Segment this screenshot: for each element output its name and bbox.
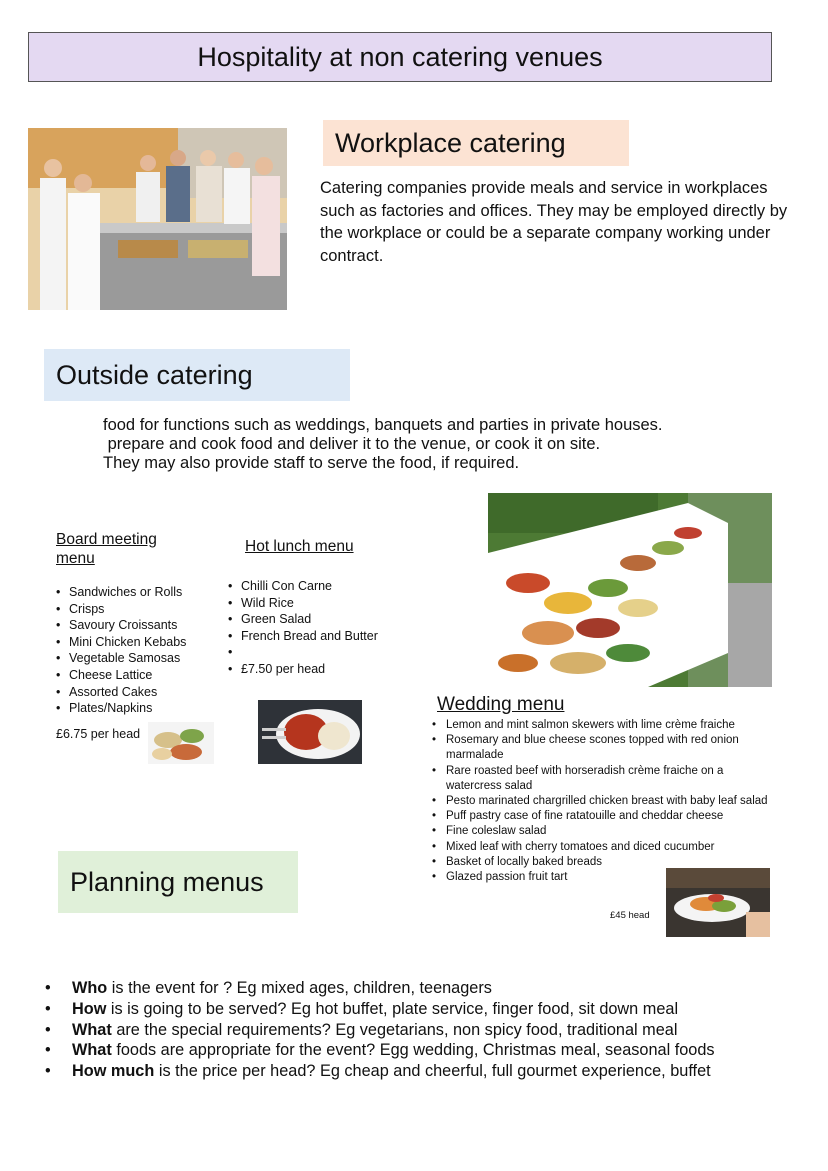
- workplace-catering-text: Catering companies provide meals and service in workplaces such as factories and offices. They may be employed directly by the workplace or could be a separate company working under contract.: [320, 179, 788, 265]
- planning-item-keyword: How: [72, 999, 107, 1018]
- buffet-photo: [488, 493, 772, 687]
- list-item: • Sandwiches or Rolls: [56, 584, 236, 601]
- list-item: • Pesto marinated chargrilled chicken breast with baby leaf salad: [432, 794, 772, 809]
- planning-item-text: are the special requirements? Eg vegetarians, non spicy food, traditional meal: [111, 1020, 678, 1039]
- list-item: • Cheese Lattice: [56, 667, 236, 684]
- planning-item-text: is is going to be served? Eg hot buffet, plate service, finger food, sit down meal: [106, 999, 679, 1018]
- list-item: • £7.50 per head: [228, 661, 378, 678]
- list-item: • Assorted Cakes: [56, 684, 236, 701]
- wedding-plate-photo: [666, 868, 770, 937]
- outside-catering-text: [103, 416, 763, 473]
- list-item: • Puff pastry case of fine ratatouille and cheddar cheese: [432, 809, 772, 824]
- planning-item-keyword: What: [72, 1020, 112, 1039]
- planning-item-keyword: How much: [72, 1062, 155, 1081]
- wedding-menu-list: [432, 718, 772, 885]
- board-menu-title-line2: menu: [56, 550, 95, 567]
- list-item: • Green Salad: [228, 611, 378, 628]
- board-menu-title: [56, 530, 157, 568]
- list-item: • Rosemary and blue cheese scones topped with red onion marmalade: [432, 733, 772, 763]
- chilli-photo: [258, 700, 362, 764]
- board-menu-title-line1: Board meeting: [56, 531, 157, 548]
- workplace-catering-heading: Workplace catering: [323, 120, 629, 166]
- list-item: • Rare roasted beef with horseradish crème fraiche on a watercress salad: [432, 764, 772, 794]
- list-item: • Savoury Croissants: [56, 617, 236, 634]
- outside-line-3: They may also provide staff to serve the food, if required.: [103, 454, 520, 472]
- planning-item: [45, 999, 805, 1020]
- planning-item-keyword: What: [72, 1041, 112, 1060]
- planning-item-text: foods are appropriate for the event? Egg wedding, Christmas meal, seasonal foods: [111, 1041, 715, 1060]
- planning-item: [45, 1061, 805, 1082]
- planning-item: [45, 1020, 805, 1041]
- planning-item: [45, 978, 805, 999]
- planning-item-text: is the price per head? Eg cheap and cheerful, full gourmet experience, buffet: [154, 1062, 711, 1081]
- list-item: • Wild Rice: [228, 595, 378, 612]
- platter-photo: [148, 722, 214, 764]
- planning-menus-heading: Planning menus: [58, 851, 298, 913]
- list-item: [228, 644, 378, 661]
- list-item: • French Bread and Butter: [228, 628, 378, 645]
- board-menu-list: [56, 584, 236, 717]
- list-item: • Vegetable Samosas: [56, 650, 236, 667]
- planning-list: [45, 978, 805, 1082]
- wedding-menu-price: £45 head: [610, 910, 650, 921]
- page-title: Hospitality at non catering venues: [28, 32, 772, 82]
- list-item: • Chilli Con Carne: [228, 578, 378, 595]
- list-item: • Glazed passion fruit tart: [432, 870, 772, 885]
- planning-item-keyword: Who: [72, 979, 108, 997]
- list-item: • Plates/Napkins: [56, 700, 236, 717]
- outside-line-2: prepare and cook food and deliver it to the venue, or cook it on site.: [103, 435, 601, 453]
- outside-line-1: food for functions such as weddings, banquets and parties in private houses.: [103, 416, 663, 434]
- list-item: • Mixed leaf with cherry tomatoes and diced cucumber: [432, 840, 772, 855]
- wedding-menu-title: Wedding menu: [437, 694, 565, 715]
- list-item: • Fine coleslaw salad: [432, 824, 772, 839]
- list-item: • Lemon and mint salmon skewers with lime crème fraiche: [432, 718, 772, 733]
- hot-lunch-menu-title: Hot lunch menu: [245, 538, 354, 555]
- list-item: • Mini Chicken Kebabs: [56, 634, 236, 651]
- hot-lunch-menu-list: [228, 578, 378, 678]
- outside-catering-heading: Outside catering: [44, 349, 350, 401]
- board-menu-price: £6.75 per head: [56, 727, 141, 741]
- planning-item: [45, 1040, 805, 1061]
- canteen-photo: [28, 128, 287, 310]
- planning-item-text: is the event for ? Eg mixed ages, children, teenagers: [107, 979, 492, 997]
- list-item: • Crisps: [56, 601, 236, 618]
- list-item: • Basket of locally baked breads: [432, 855, 772, 870]
